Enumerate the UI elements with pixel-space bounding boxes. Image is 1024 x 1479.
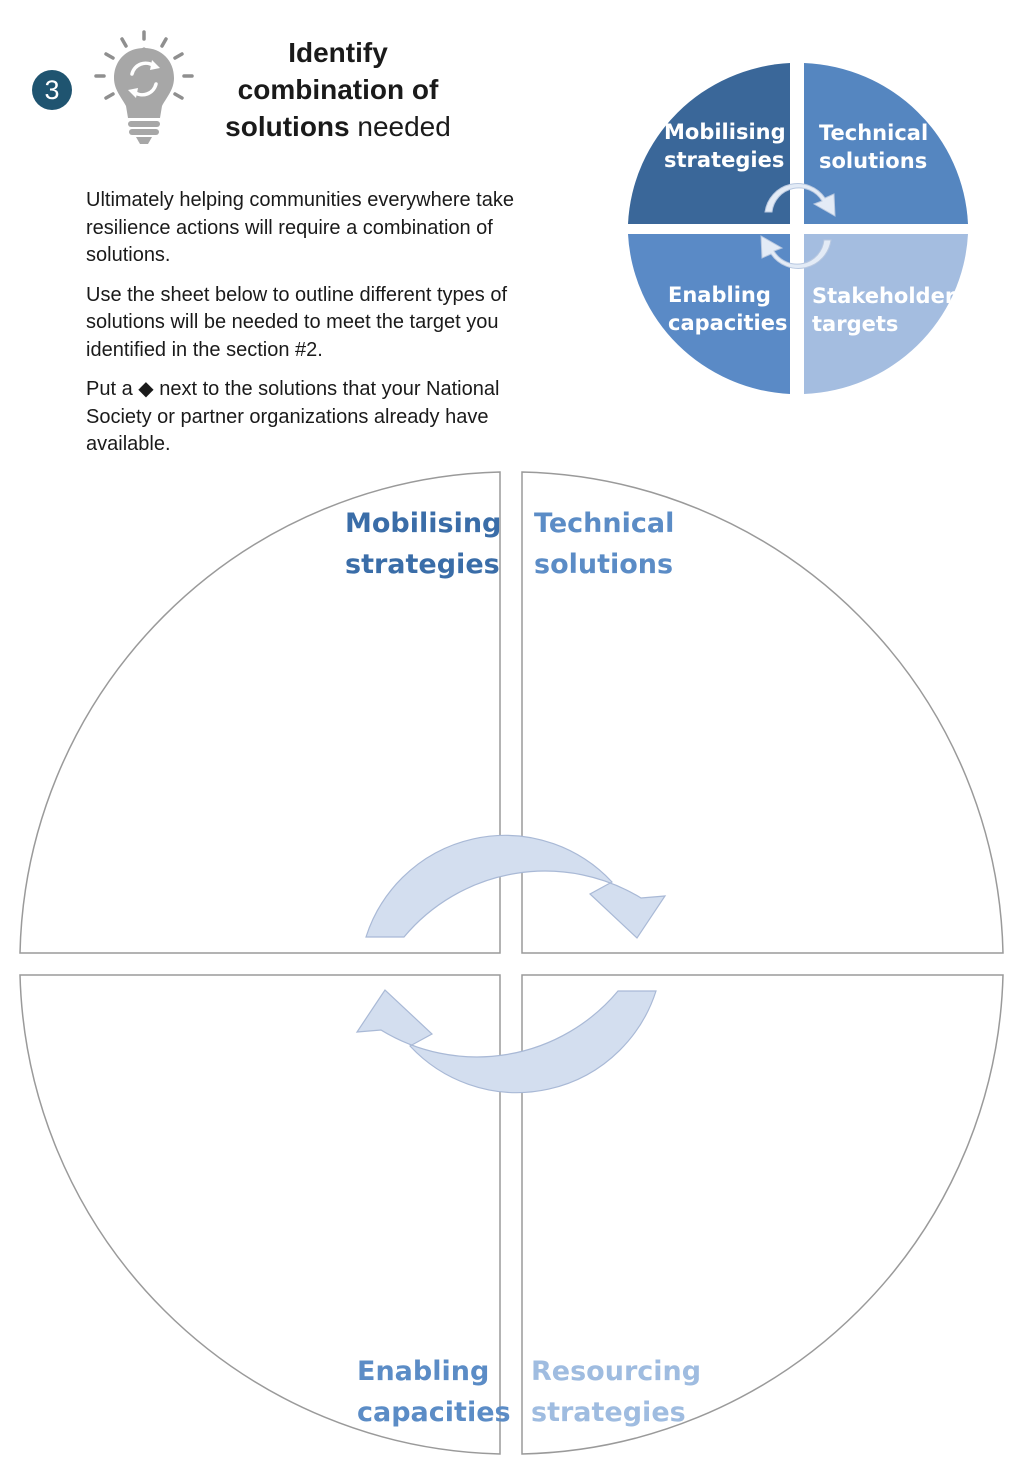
step-number-badge: 3 [32, 70, 72, 110]
diamond-marker-icon: ◆ [138, 378, 154, 400]
label-enabling-capacities: Enabling capacities [357, 1356, 511, 1428]
label-mobilising-strategies: Mobilising strategies [345, 508, 502, 580]
page-title: Identify combination of solutions needed [225, 37, 451, 142]
mini-label-q4a: Stakeholder [812, 284, 956, 308]
intro-paragraph-3: Put a ◆ next to the solutions that your National Society or partner organizations already have available. [86, 378, 500, 455]
mini-label-q3a: Enabling [668, 283, 771, 307]
intro-paragraph-1: Ultimately helping communities everywhere take resilience actions will require a combination of solutions. [86, 189, 514, 266]
mini-label-q1a: Mobilising [664, 120, 786, 144]
mini-label-q2a: Technical [819, 121, 929, 145]
label-technical-solutions: Technical solutions [534, 508, 675, 580]
intro-paragraph-2: Use the sheet below to outline different types of solutions will be needed to meet the target you identified in the section #2. [86, 283, 508, 361]
mini-label-q2b: solutions [819, 149, 928, 173]
mini-label-q4b: targets [812, 312, 899, 336]
mini-label-q3b: capacities [668, 311, 788, 335]
mini-label-q1b: strategies [664, 148, 785, 172]
label-resourcing-strategies: Resourcing strategies [531, 1356, 702, 1428]
